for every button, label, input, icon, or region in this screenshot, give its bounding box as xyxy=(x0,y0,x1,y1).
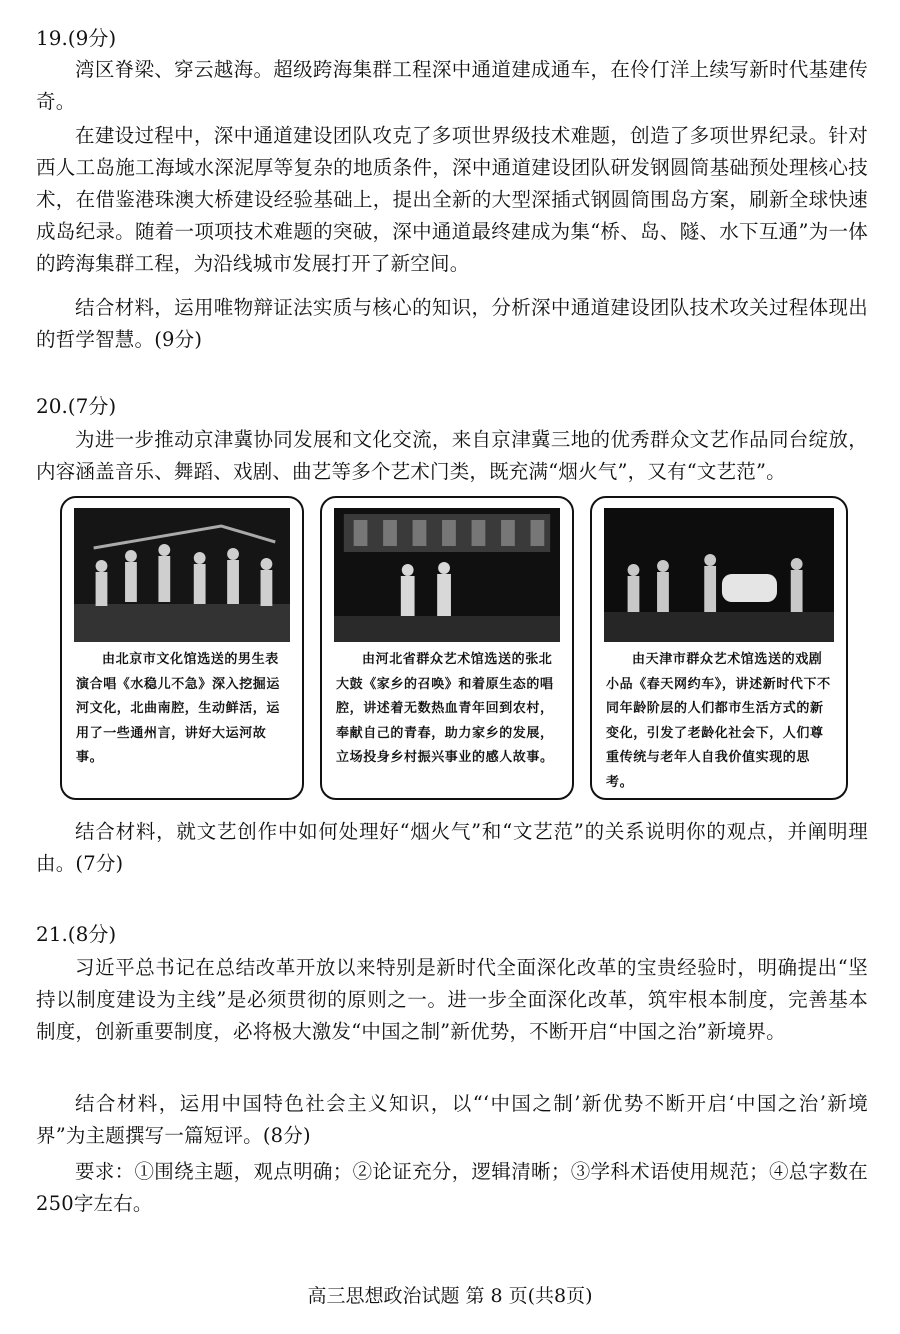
card-tianjin xyxy=(590,496,848,800)
question-21-heading: 21.(8分) xyxy=(36,922,117,946)
question-20-material: 为进一步推动京津冀协同发展和文化交流，来自京津冀三地的优秀群众文艺作品同台绽放，内容涵盖音乐、舞蹈、戏剧、曲艺等多个艺术门类，既充满“烟火气”，又有“文艺范”。 xyxy=(36,428,868,483)
page-footer: 高三思想政治试题 第 8 页(共8页) xyxy=(307,1285,593,1307)
card-hebei xyxy=(320,496,574,800)
caption-beijing: 由北京市文化馆选送的男生表演合唱《水稳儿不急》深入挖掘运河文化，北曲南腔，生动鲜活，运用了一些通州言，讲好大运河故事。 xyxy=(76,652,281,765)
photo-hebei-drum xyxy=(334,508,560,642)
caption-hebei: 由河北省群众艺术馆选送的张北大鼓《家乡的召唤》和着原生态的唱腔，讲述着无数热血青年回到农村，奉献自己的青春，助力家乡的发展，立场投身乡村振兴事业的感人故事。 xyxy=(336,652,554,765)
caption-tianjin: 由天津市群众艺术馆选送的戏剧小品《春天网约车》，讲述新时代下不同年龄阶层的人们都市生活方式的新变化，引发了老龄化社会下，人们尊重传统与老年人自我价值实现的思考。 xyxy=(606,652,831,790)
question-19-prompt: 结合材料，运用唯物辩证法实质与核心的知识，分析深中通道建设团队技术攻关过程体现出的哲学智慧。(9分) xyxy=(36,296,868,351)
question-19-intro: 湾区脊梁、穿云越海。超级跨海集群工程深中通道建成通车，在伶仃洋上续写新时代基建传奇。 xyxy=(36,58,868,113)
card-beijing xyxy=(60,496,304,800)
question-21-prompt: 结合材料，运用中国特色社会主义知识，以“‘中国之制’新优势不断开启‘中国之治’新境界”为主题撰写一篇短评。(8分) xyxy=(36,1092,868,1147)
photo-beijing-chorus xyxy=(74,508,290,642)
question-19-material: 在建设过程中，深中通道建设团队攻克了多项世界级技术难题，创造了多项世界纪录。针对西人工岛施工海域水深泥厚等复杂的地质条件，深中通道建设团队研发钢圆筒基础预处理核心技术，在借鉴港珠澳大桥建设经验基础上，提出全新的大型深插式钢圆筒围岛方案，刷新全球快速成岛纪录。随着一项项技术难题的突破，深中通道最终建成为集“桥、岛、隧、水下互通”为一体的跨海集群工程，为沿线城市发展打开了新空间。 xyxy=(36,124,868,275)
performance-cards xyxy=(60,496,850,802)
question-20-heading: 20.(7分) xyxy=(36,394,117,418)
question-20-prompt: 结合材料，就文艺创作中如何处理好“烟火气”和“文艺范”的关系说明你的观点，并阐明理由。(7分) xyxy=(36,820,868,875)
question-19-heading: 19.(9分) xyxy=(36,26,117,50)
question-21-material: 习近平总书记在总结改革开放以来特别是新时代全面深化改革的宝贵经验时，明确提出“坚持以制度建设为主线”是必须贯彻的原则之一。进一步全面深化改革，筑牢根本制度，完善基本制度，创新重要制度，必将极大激发“中国之制”新优势，不断开启“中国之治”新境界。 xyxy=(36,956,868,1043)
question-21-requirements: 要求：①围绕主题，观点明确；②论证充分，逻辑清晰；③学科术语使用规范；④总字数在250字左右。 xyxy=(36,1160,868,1215)
photo-tianjin-skit xyxy=(604,508,834,642)
